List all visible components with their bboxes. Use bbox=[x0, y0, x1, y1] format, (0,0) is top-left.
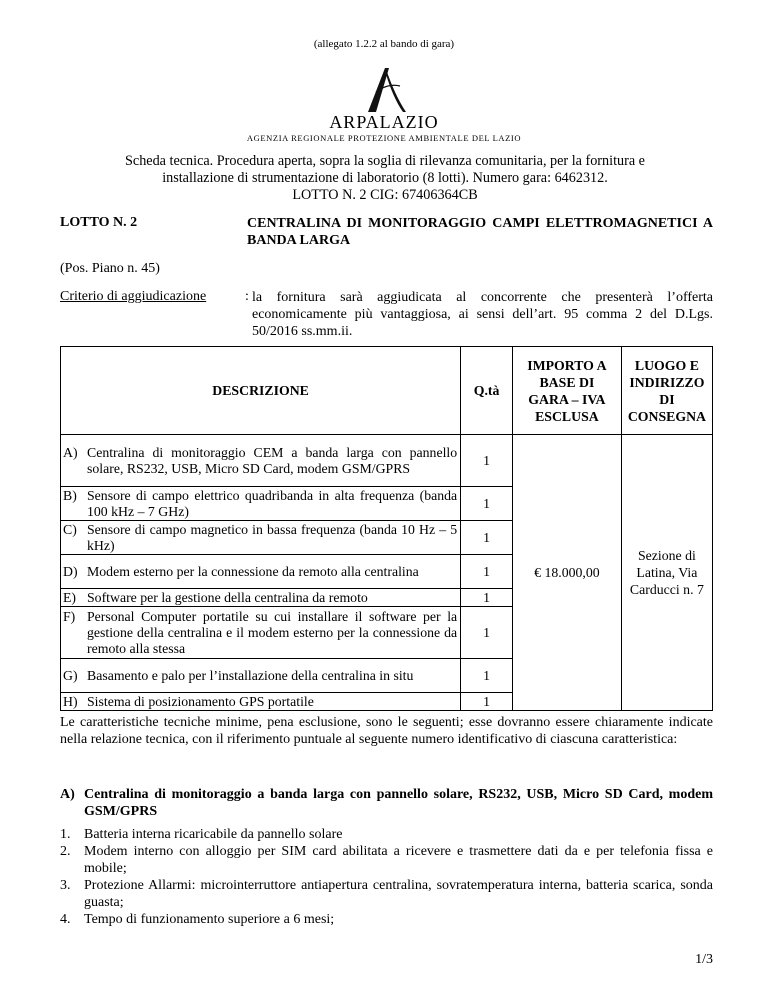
item-qty: 1 bbox=[461, 435, 513, 487]
document-title bbox=[60, 153, 710, 204]
title-line-1: Scheda tecnica. Procedura aperta, sopra la soglia di rilevanza comunitaria, per la fornitura e bbox=[125, 153, 645, 169]
luogo-cell: Sezione di Latina, Via Carducci n. 7 bbox=[621, 435, 712, 711]
item-description: A) Centralina di monitoraggio CEM a banda larga con pannello solare, RS232, USB, Micro SD Card, modem GSM/GPRS bbox=[61, 435, 461, 487]
table-row bbox=[61, 435, 713, 487]
header-importo: IMPORTO A BASE DI GARA – IVA ESCLUSA bbox=[512, 347, 621, 435]
item-qty: 1 bbox=[461, 487, 513, 521]
lotto-label: LOTTO N. 2 bbox=[60, 215, 138, 230]
item-qty: 1 bbox=[461, 555, 513, 589]
item-qty: 1 bbox=[461, 607, 513, 659]
attachment-note: (allegato 1.2.2 al bando di gara) bbox=[313, 38, 455, 50]
table-header-row bbox=[61, 347, 713, 435]
item-description: C) Sensore di campo magnetico in bassa frequenza (banda 10 Hz – 5 kHz) bbox=[61, 521, 461, 555]
list-item: 1. Batteria interna ricaricabile da pannello solare bbox=[60, 827, 343, 842]
item-description: H) Sistema di posizionamento GPS portatile bbox=[61, 693, 461, 711]
section-a-letter: A) bbox=[60, 787, 75, 802]
arpalazio-logo-icon bbox=[340, 62, 430, 118]
item-description: E) Software per la gestione della centralina da remoto bbox=[61, 589, 461, 607]
items-table bbox=[60, 346, 713, 711]
header-descrizione: DESCRIZIONE bbox=[61, 347, 461, 435]
brand-name: ARPALAZIO bbox=[329, 112, 439, 132]
list-item: 2. Modem interno con alloggio per SIM card abilitata a ricevere e trasmettere dati da e per telefonia fissa e mobile; bbox=[60, 844, 713, 876]
header-qta: Q.tà bbox=[461, 347, 513, 435]
title-line-3: LOTTO N. 2 CIG: 67406364CB bbox=[292, 187, 478, 203]
lotto-title: CENTRALINA DI MONITORAGGIO CAMPI ELETTROMAGNETICI A BANDA LARGA bbox=[247, 216, 713, 248]
item-description: B) Sensore di campo elettrico quadribanda in alta frequenza (banda 100 kHz – 7 GHz) bbox=[61, 487, 461, 521]
page-number: 1/3 bbox=[695, 952, 713, 967]
importo-cell: € 18.000,00 bbox=[512, 435, 621, 711]
item-description: F) Personal Computer portatile su cui installare il software per la gestione della centralina e il modem esterno per la connessione da remoto alla stessa bbox=[61, 607, 461, 659]
section-a-heading bbox=[60, 786, 713, 820]
list-item: 3. Protezione Allarmi: microinterruttore antiapertura centralina, sovratemperatura interna, batteria scarica, sonda guasta; bbox=[60, 878, 713, 910]
item-description: D) Modem esterno per la connessione da remoto alla centralina bbox=[61, 555, 461, 589]
criterion-colon: : bbox=[245, 289, 249, 304]
item-qty: 1 bbox=[461, 521, 513, 555]
title-line-2: installazione di strumentazione di laboratorio (8 lotti). Numero gara: 6462312. bbox=[162, 170, 608, 186]
item-description: G) Basamento e palo per l’installazione della centralina in situ bbox=[61, 659, 461, 693]
requirements-list bbox=[60, 826, 713, 928]
list-item: 4. Tempo di funzionamento superiore a 6 mesi; bbox=[60, 912, 335, 927]
agency-name: AGENZIA REGIONALE PROTEZIONE AMBIENTALE DEL LAZIO bbox=[246, 133, 522, 143]
criterion-label: Criterio di aggiudicazione bbox=[60, 289, 207, 304]
item-qty: 1 bbox=[461, 693, 513, 711]
section-a-title: Centralina di monitoraggio a banda larga con pannello solare, RS232, USB, Micro SD Card, modem GSM/GPRS bbox=[84, 787, 713, 819]
header-luogo: LUOGO E INDIRIZZO DI CONSEGNA bbox=[621, 347, 712, 435]
requirements-intro: Le caratteristiche tecniche minime, pena esclusione, sono le seguenti; esse dovranno essere chiaramente indicate nella relazione tecnica, con il riferimento puntuale al seguente numero identificativo di ciascuna caratteristica: bbox=[60, 715, 713, 747]
item-qty: 1 bbox=[461, 589, 513, 607]
item-qty: 1 bbox=[461, 659, 513, 693]
criterion-text: la fornitura sarà aggiudicata al concorrente che presenterà l’offerta economicamente più vantaggiosa, ai sensi dell’art. 95 comma 2 del D.Lgs. 50/2016 ss.mm.ii. bbox=[252, 290, 713, 339]
piano-position: (Pos. Piano n. 45) bbox=[60, 261, 160, 276]
